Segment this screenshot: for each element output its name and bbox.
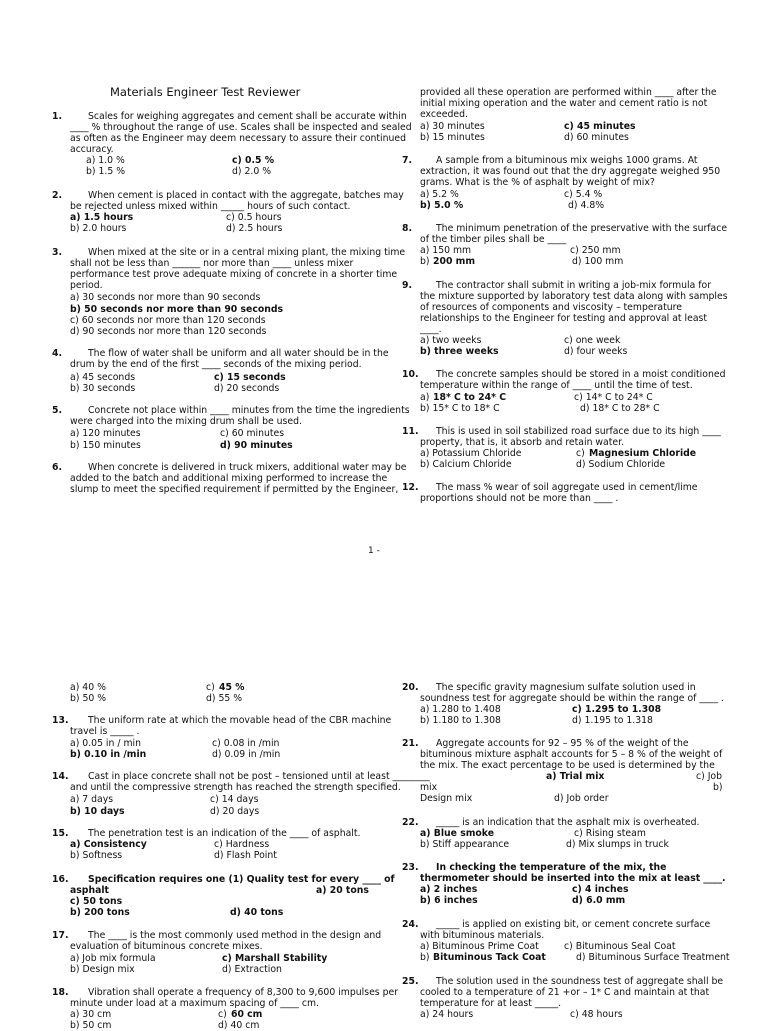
choice-b-label: b) [420,256,430,267]
question-text: initial mixing operation and the water and cement ratio is not [420,98,708,109]
choice-c: c) 14 days [210,794,259,805]
question-text: minute under load at a maximum spacing of ____ cm. [70,998,319,1009]
question-number: 9. [402,280,413,291]
choice-b-answer: b) 50 seconds nor more than 90 seconds [70,304,284,315]
question-number: 3. [52,247,63,258]
question-text: evaluation of bituminous concrete mixes. [70,941,263,952]
choice-d: d) 2.0 % [232,166,272,177]
choice-b: b) 15* C to 18* C [420,403,500,414]
question-text: shall not be less than ______ nor more than ____ unless mixer [70,258,354,269]
choice-a: a) 7 days [70,794,114,805]
choice-b-answer: Bituminous Tack Coat [433,952,546,963]
question-number: 10. [402,369,419,380]
choice-c: c) Job [696,771,723,782]
question-text: Cast in place concrete shall not be post – tensioned until at least ________ [88,771,430,782]
choice-c: c) one week [564,335,621,346]
question-text: A sample from a bituminous mix weighs 1000 grams. At [436,155,698,166]
choice-c: c) Hardness [214,839,270,850]
question-text: performance test prove adequate mixing of concrete in a shorter time [70,269,398,280]
question-text: _____ is applied on existing bit, or cement concrete surface [436,919,711,930]
question-text: property, that is, it absorb and retain water. [420,437,625,448]
question-text: temperature for at least _____. [420,998,562,1009]
choice-d: d) Mix slumps in truck [566,839,669,850]
choice-a-answer: a) Trial mix [546,771,605,782]
choice-c-answer: c) 15 seconds [214,372,286,383]
choice-c-answer: 60 cm [231,1009,263,1020]
question-text: When mixed at the site or in a central mixing plant, the mixing time [88,247,406,258]
question-text: This is used in soil stabilized road surface due to its high ____ [436,426,721,437]
question-number: 6. [52,462,63,473]
question-text: of the timber piles shall be ____ [420,234,567,245]
choice-c-label: c) [218,1009,227,1020]
choice-d: d) Job order [554,793,609,804]
question-text: The penetration test is an indication of the ____ of asphalt. [88,828,361,839]
question-text: added to the batch and additional mixing performed to increase the [70,473,388,484]
question-text: asphalt [70,885,109,896]
question-number: 13. [52,715,69,726]
choice-c-label: c) [206,682,215,693]
choice-a-answer: a) Consistency [70,839,147,850]
choice-b: b) 15 minutes [420,132,485,143]
question-text: The uniform rate at which the movable head of the CBR machine [88,715,392,726]
question-text: exceeded. [420,109,468,120]
choice-a: a) Job mix formula [70,953,156,964]
choice-c: c) 5.4 % [564,189,603,200]
choice-a-answer: a) 20 tons [316,885,369,896]
question-number: 21. [402,738,419,749]
question-number: 16. [52,874,69,885]
choice-c-answer: 45 % [219,682,245,693]
choice-d: d) 20 days [210,806,260,817]
choice-c: c) 60 seconds nor more than 120 seconds [70,315,266,326]
choice-b-text: Design mix [420,793,473,804]
choice-d: d) 2.5 hours [226,223,283,234]
choice-d: d) Bituminous Surface Treatment [576,952,730,963]
question-text: The solution used in the soundness test of aggregate shall be [436,976,724,987]
question-text: When cement is placed in contact with the aggregate, batches may [88,190,404,201]
choice-c: c) 0.08 in /min [212,738,280,749]
choice-a: a) 40 % [70,682,106,693]
choice-d: d) 4.8% [568,200,605,211]
question-text: the mixture supported by laboratory test data along with samples [420,291,728,302]
choice-c-answer: c) 1.295 to 1.308 [572,704,662,715]
choice-b-label: b) [420,952,430,963]
choice-a: a) 30 seconds nor more than 90 seconds [70,292,261,303]
choice-a-answer: a) Blue smoke [420,828,495,839]
question-number: 15. [52,828,69,839]
question-text: be rejected unless mixed within _____ hours of such contact. [70,201,351,212]
choice-a: a) 120 minutes [70,428,141,439]
question-text: The mass % wear of soil aggregate used in cement/lime [436,482,698,493]
choice-a: a) two weeks [420,335,482,346]
choice-c: c) 0.5 hours [226,212,282,223]
choice-b: b) 6 inches [420,895,478,906]
choice-a: a) 45 seconds [70,372,136,383]
choice-b-answer: b) 5.0 % [420,200,464,211]
choice-a-label: a) [420,392,430,403]
choice-d: d) 1.195 to 1.318 [572,715,653,726]
question-text: were charged into the mixing drum shall be used. [70,416,302,427]
question-text: Scales for weighing aggregates and cement shall be accurate within [88,111,407,122]
choice-b: b) Softness [70,850,123,861]
question-text: ____ % throughout the range of use. Scales shall be inspected and sealed [70,122,412,133]
choice-d: d) 0.09 in /min [212,749,281,760]
question-number: 22. [402,817,419,828]
choice-b: b) 150 minutes [70,440,141,451]
choice-b-answer: 200 mm [433,256,476,267]
choice-d: d) 55 % [206,693,243,704]
question-text: The minimum penetration of the preservative with the surface [436,223,728,234]
choice-c: c) Rising steam [574,828,646,839]
choice-b: b) 1.5 % [86,166,126,177]
choice-d: d) Flash Point [214,850,277,861]
choice-b: b) 200 tons [70,907,130,918]
choice-a: a) Bituminous Prime Coat [420,941,539,952]
question-text: The specific gravity magnesium sulfate solution used in [436,682,696,693]
choice-d: d) four weeks [564,346,628,357]
question-text: period. [70,280,103,291]
question-number: 7. [402,155,413,166]
question-text: Aggregate accounts for 92 – 95 % of the weight of the [436,738,689,749]
question-text: travel is _____ . [70,726,140,737]
choice-c: c) Bituminous Seal Coat [564,941,676,952]
question-text: with bituminous materials. [420,930,545,941]
choice-d: d) 40 cm [218,1020,260,1031]
question-text: When concrete is delivered in truck mixers, additional water may be [88,462,407,473]
question-text: Specification requires one (1) Quality test for every ____ of [88,874,395,885]
choice-d: d) 18* C to 28* C [580,403,660,414]
question-text: the mix. The exact percentage to be used is determined by the [420,760,715,771]
question-text: soundness test for aggregate should be within the range of ____ . [420,693,724,704]
choice-a: a) Potassium Chloride [420,448,522,459]
choice-d: d) Sodium Chloride [576,459,666,470]
question-text: temperature within the range of ____ until the time of test. [420,380,693,391]
choice-d: d) Extraction [222,964,282,975]
choice-b: b) 2.0 hours [70,223,127,234]
question-number: 24. [402,919,419,930]
choice-c: c) 60 minutes [220,428,285,439]
question-text: grams. What is the % of asphalt by weight of mix? [420,177,655,188]
choice-c: c) 48 hours [570,1009,623,1020]
choice-d: d) 90 seconds nor more than 120 seconds [70,326,267,337]
choice-c: c) 14* C to 24* C [574,392,653,403]
choice-c: c) 50 tons [70,896,123,907]
choice-d-answer: d) 90 minutes [220,440,293,451]
question-text: In checking the temperature of the mix, the [436,862,667,873]
choice-b: b) 30 seconds [70,383,136,394]
choice-c-answer: c) 0.5 % [232,155,275,166]
question-text: thermometer should be inserted into the mix at least ____. [420,873,726,884]
choice-d: d) 6.0 mm [572,895,626,906]
question-number: 20. [402,682,419,693]
choice-d: d) 20 seconds [214,383,280,394]
choice-c-answer: c) 45 minutes [564,121,636,132]
question-number: 1. [52,111,63,122]
choice-a: a) 1.280 to 1.408 [420,704,501,715]
choice-b: b) Stiff appearance [420,839,510,850]
question-number: 11. [402,426,419,437]
choice-c-answer: Magnesium Chloride [589,448,697,459]
choice-b-answer: b) 10 days [70,806,125,817]
question-number: 2. [52,190,63,201]
question-text: relationships to the Engineer for testing and approval at least [420,313,708,324]
question-text: The ____ is the most commonly used method in the design and [88,930,382,941]
question-text: provided all these operation are performed within ____ after the [420,87,717,98]
choice-b: b) 1.180 to 1.308 [420,715,501,726]
question-text: cooled to a temperature of 21 +or – 1* C and maintain at that [420,987,710,998]
question-number: 14. [52,771,69,782]
choice-c-label: c) [576,448,585,459]
question-text: The concrete samples should be stored in a moist conditioned [436,369,726,380]
question-text: Concrete not place within ____ minutes from the time the ingredients [88,405,410,416]
question-text: Vibration shall operate a frequency of 8,300 to 9,600 impulses per [88,987,399,998]
choice-d: d) 100 mm [572,256,624,267]
choice-b: b) Calcium Chloride [420,459,512,470]
question-text: and until the compressive strength has reached the strength specified. [70,782,401,793]
choice-a: a) 30 cm [70,1009,112,1020]
choice-a-answer: a) 1.5 hours [70,212,134,223]
choice-d: d) 40 tons [230,907,284,918]
question-text: _____ is an indication that the asphalt mix is overheated. [436,817,700,828]
choice-b: b) Design mix [70,964,135,975]
choice-a: a) 1.0 % [86,155,125,166]
choice-a: a) 5.2 % [420,189,459,200]
choice-b-answer: b) three weeks [420,346,499,357]
choice-a: a) 150 mm [420,245,472,256]
choice-a: a) 2 inches [420,884,478,895]
question-text: extraction, it was found out that the dry aggregate weighed 950 [420,166,721,177]
question-number: 8. [402,223,413,234]
question-number: 17. [52,930,69,941]
choice-b-label: b) [713,782,723,793]
choice-c-cont: mix [420,782,438,793]
question-number: 5. [52,405,63,416]
question-number: 12. [402,482,419,493]
choice-a: a) 30 minutes [420,121,485,132]
question-text: drum by the end of the first ____ seconds of the mixing period. [70,359,362,370]
question-text: of resources of components and viscosity – temperature [420,302,682,313]
question-text: as often as the Engineer may deem necessary to assure their continued [70,133,407,144]
choice-b: b) 50 % [70,693,107,704]
page-number: 1 - [368,546,380,556]
choice-c: c) 250 mm [570,245,621,256]
question-text: slump to meet the specified requirement if permitted by the Engineer, [70,484,399,495]
choice-a: a) 0.05 in / min [70,738,141,749]
question-text: The flow of water shall be uniform and all water should be in the [88,348,389,359]
choice-c-answer: c) Marshall Stability [222,953,328,964]
choice-b-answer: b) 0.10 in /min [70,749,147,760]
question-text: accuracy. [70,144,114,155]
question-text: The contractor shall submit in writing a job-mix formula for [436,280,712,291]
question-number: 23. [402,862,419,873]
question-text: bituminous mixture asphalt accounts for 5 – 8 % of the weight of [420,749,723,760]
choice-b: b) 50 cm [70,1020,112,1031]
choice-a-answer: 18* C to 24* C [433,392,507,403]
page-title: Materials Engineer Test Reviewer [110,85,301,99]
choice-a: a) 24 hours [420,1009,474,1020]
question-text: ____. [420,324,442,335]
question-number: 18. [52,987,69,998]
choice-c: c) 4 inches [572,884,629,895]
question-number: 25. [402,976,419,987]
choice-d: d) 60 minutes [564,132,629,143]
question-number: 4. [52,348,63,359]
question-text: proportions should not be more than ____ . [420,493,619,504]
